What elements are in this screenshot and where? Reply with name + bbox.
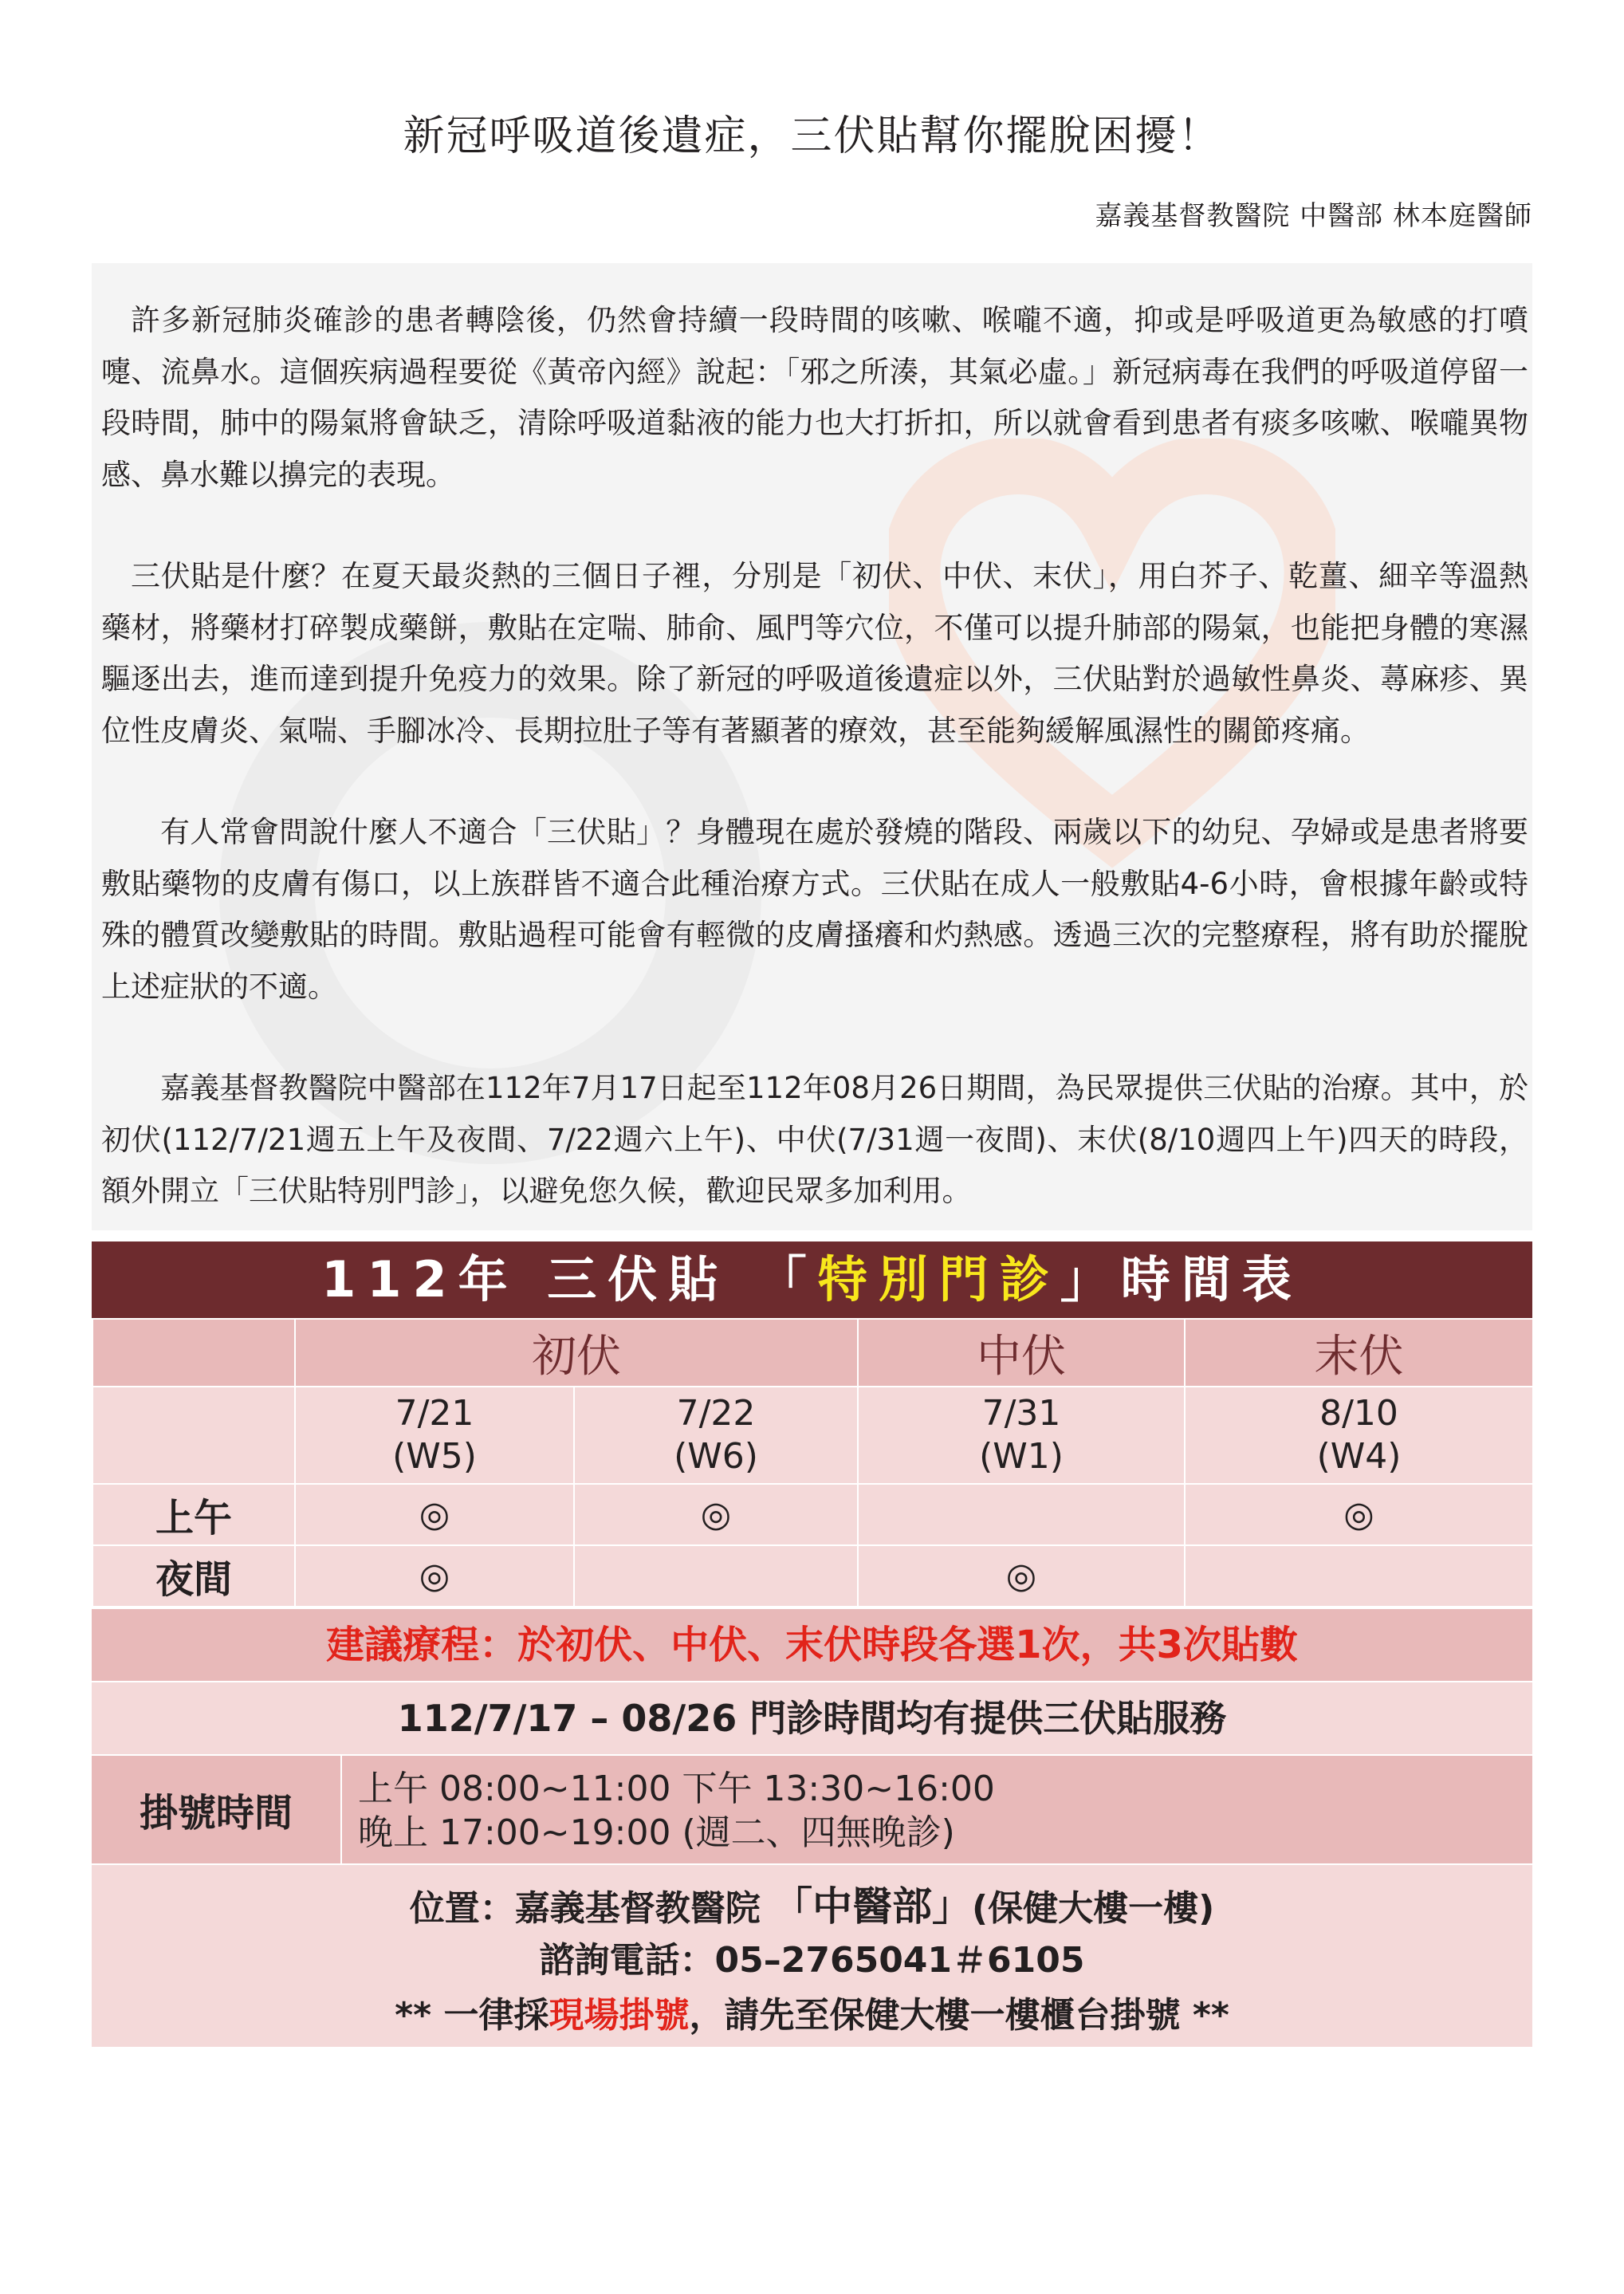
location-line	[92, 1865, 1532, 1933]
paragraph: 許多新冠肺炎確診的患者轉陰後，仍然會持續一段時間的咳嗽、喉嚨不適，抑或是呼吸道更為敏感的打噴嚏、流鼻水。這個疾病過程要從《黃帝內經》說起：「邪之所湊，其氣必虛。」新冠病毒在我們的呼吸道停留一段時間，肺中的陽氣將會缺乏，清除呼吸道黏液的能力也大打折扣，所以就會看到患者有痰多咳嗽、喉嚨異物感、鼻水難以擤完的表現。	[101, 303, 1528, 492]
contact-info	[92, 1863, 1532, 2047]
slot-mark: ◎	[295, 1484, 574, 1545]
slot-mark	[574, 1545, 858, 1607]
notice-prefix: ** 一律採	[395, 1995, 549, 2036]
location-suffix: (保健大樓一樓)	[972, 1888, 1215, 1929]
location-prefix: 位置：嘉義基督教醫院	[409, 1888, 761, 1929]
slot-mark	[858, 1484, 1185, 1545]
weekday-text: (W5)	[392, 1436, 477, 1477]
date-text: 7/31	[981, 1393, 1061, 1434]
notice-highlight: 現場掛號	[549, 1995, 690, 2036]
period-chufu: 初伏	[295, 1319, 858, 1387]
schedule-title-prefix: 112年 三伏貼 「	[321, 1250, 818, 1308]
period-row	[92, 1319, 1533, 1387]
corner-cell	[92, 1319, 295, 1387]
registration-row	[92, 1754, 1532, 1863]
slot-label: 夜間	[92, 1545, 295, 1607]
slot-mark: ◎	[574, 1484, 858, 1545]
location-dept: 「中醫部」	[773, 1883, 973, 1930]
date-text: 7/22	[676, 1393, 756, 1434]
paragraph: 三伏貼是什麼？在夏天最炎熱的三個日子裡，分別是「初伏、中伏、末伏」，用白芥子、乾薑、細辛等溫熱藥材，將藥材打碎製成藥餅，敷貼在定喘、肺俞、風門等穴位，不僅可以提升肺部的陽氣，也能把身體的寒濕驅逐出去，進而達到提升免疫力的效果。除了新冠的呼吸道後遺症以外，三伏貼對於過敏性鼻炎、蕁麻疹、異位性皮膚炎、氣喘、手腳冰冷、長期拉肚子等有著顯著的療效，甚至能夠緩解風濕性的關節疼痛。	[101, 559, 1528, 748]
date-row	[92, 1387, 1533, 1484]
weekday-text: (W6)	[674, 1436, 758, 1477]
schedule-title	[92, 1241, 1532, 1318]
article-panel	[92, 263, 1532, 1230]
registration-line: 上午 08:00~11:00 下午 13:30~16:00	[358, 1769, 995, 1809]
recommendation-row: 建議療程：於初伏、中伏、末伏時段各選1次，共3次貼數	[92, 1607, 1532, 1681]
paragraph: 有人常會問說什麼人不適合「三伏貼」？身體現在處於發燒的階段、兩歲以下的幼兒、孕婦或是患者將要敷貼藥物的皮膚有傷口，以上族群皆不適合此種治療方式。三伏貼在成人一般敷貼4-6小時，會根據年齡或特殊的體質改變敷貼的時間。敷貼過程可能會有輕微的皮膚搔癢和灼熱感。透過三次的完整療程，將有助於擺脫上述症狀的不適。	[101, 815, 1528, 1004]
schedule-grid	[92, 1318, 1534, 1607]
service-period-row: 112/7/17 – 08/26 門診時間均有提供三伏貼服務	[92, 1681, 1532, 1754]
date-cell	[574, 1387, 858, 1484]
article-body	[101, 295, 1528, 1218]
slot-row-evening	[92, 1545, 1533, 1607]
schedule-table	[92, 1241, 1532, 2047]
schedule-title-highlight: 特別門診	[817, 1250, 1060, 1308]
weekday-text: (W1)	[979, 1436, 1064, 1477]
page-title: 新冠呼吸道後遺症，三伏貼幫你擺脫困擾！	[403, 112, 1221, 160]
weekday-text: (W4)	[1316, 1436, 1402, 1477]
date-cell	[295, 1387, 574, 1484]
date-cell	[1185, 1387, 1533, 1484]
schedule-title-suffix: 」時間表	[1060, 1250, 1303, 1308]
slot-row-morning	[92, 1484, 1533, 1545]
slot-mark: ◎	[858, 1545, 1185, 1607]
registration-label: 掛號時間	[92, 1756, 342, 1863]
registration-line: 晚上 17:00~19:00 (週二、四無晚診)	[358, 1812, 955, 1853]
date-cell	[858, 1387, 1185, 1484]
period-mofu: 末伏	[1185, 1319, 1533, 1387]
slot-mark	[1185, 1545, 1533, 1607]
phone-line: 諮詢電話：05–2765041＃6105	[539, 1940, 1085, 1981]
slot-mark: ◎	[295, 1545, 574, 1607]
registration-hours	[342, 1756, 1532, 1863]
corner-cell	[92, 1387, 295, 1484]
date-text: 8/10	[1319, 1393, 1398, 1434]
notice-suffix: ，請先至保健大樓一樓櫃台掛號 **	[689, 1995, 1229, 2036]
period-zhongfu: 中伏	[858, 1319, 1185, 1387]
slot-mark: ◎	[1185, 1484, 1533, 1545]
author-line: 嘉義基督教醫院 中醫部 林本庭醫師	[1095, 200, 1532, 232]
notice-line	[92, 1989, 1532, 2043]
paragraph: 嘉義基督教醫院中醫部在112年7月17日起至112年08月26日期間，為民眾提供三伏貼的治療。其中，於初伏(112/7/21週五上午及夜間、7/22週六上午)、中伏(7/31週一夜間)、末伏(8/10週四上午)四天的時段，額外開立「三伏貼特別門診」，以避免您久候，歡迎民眾多加利用。	[101, 1071, 1528, 1208]
slot-label: 上午	[92, 1484, 295, 1545]
date-text: 7/21	[395, 1393, 474, 1434]
